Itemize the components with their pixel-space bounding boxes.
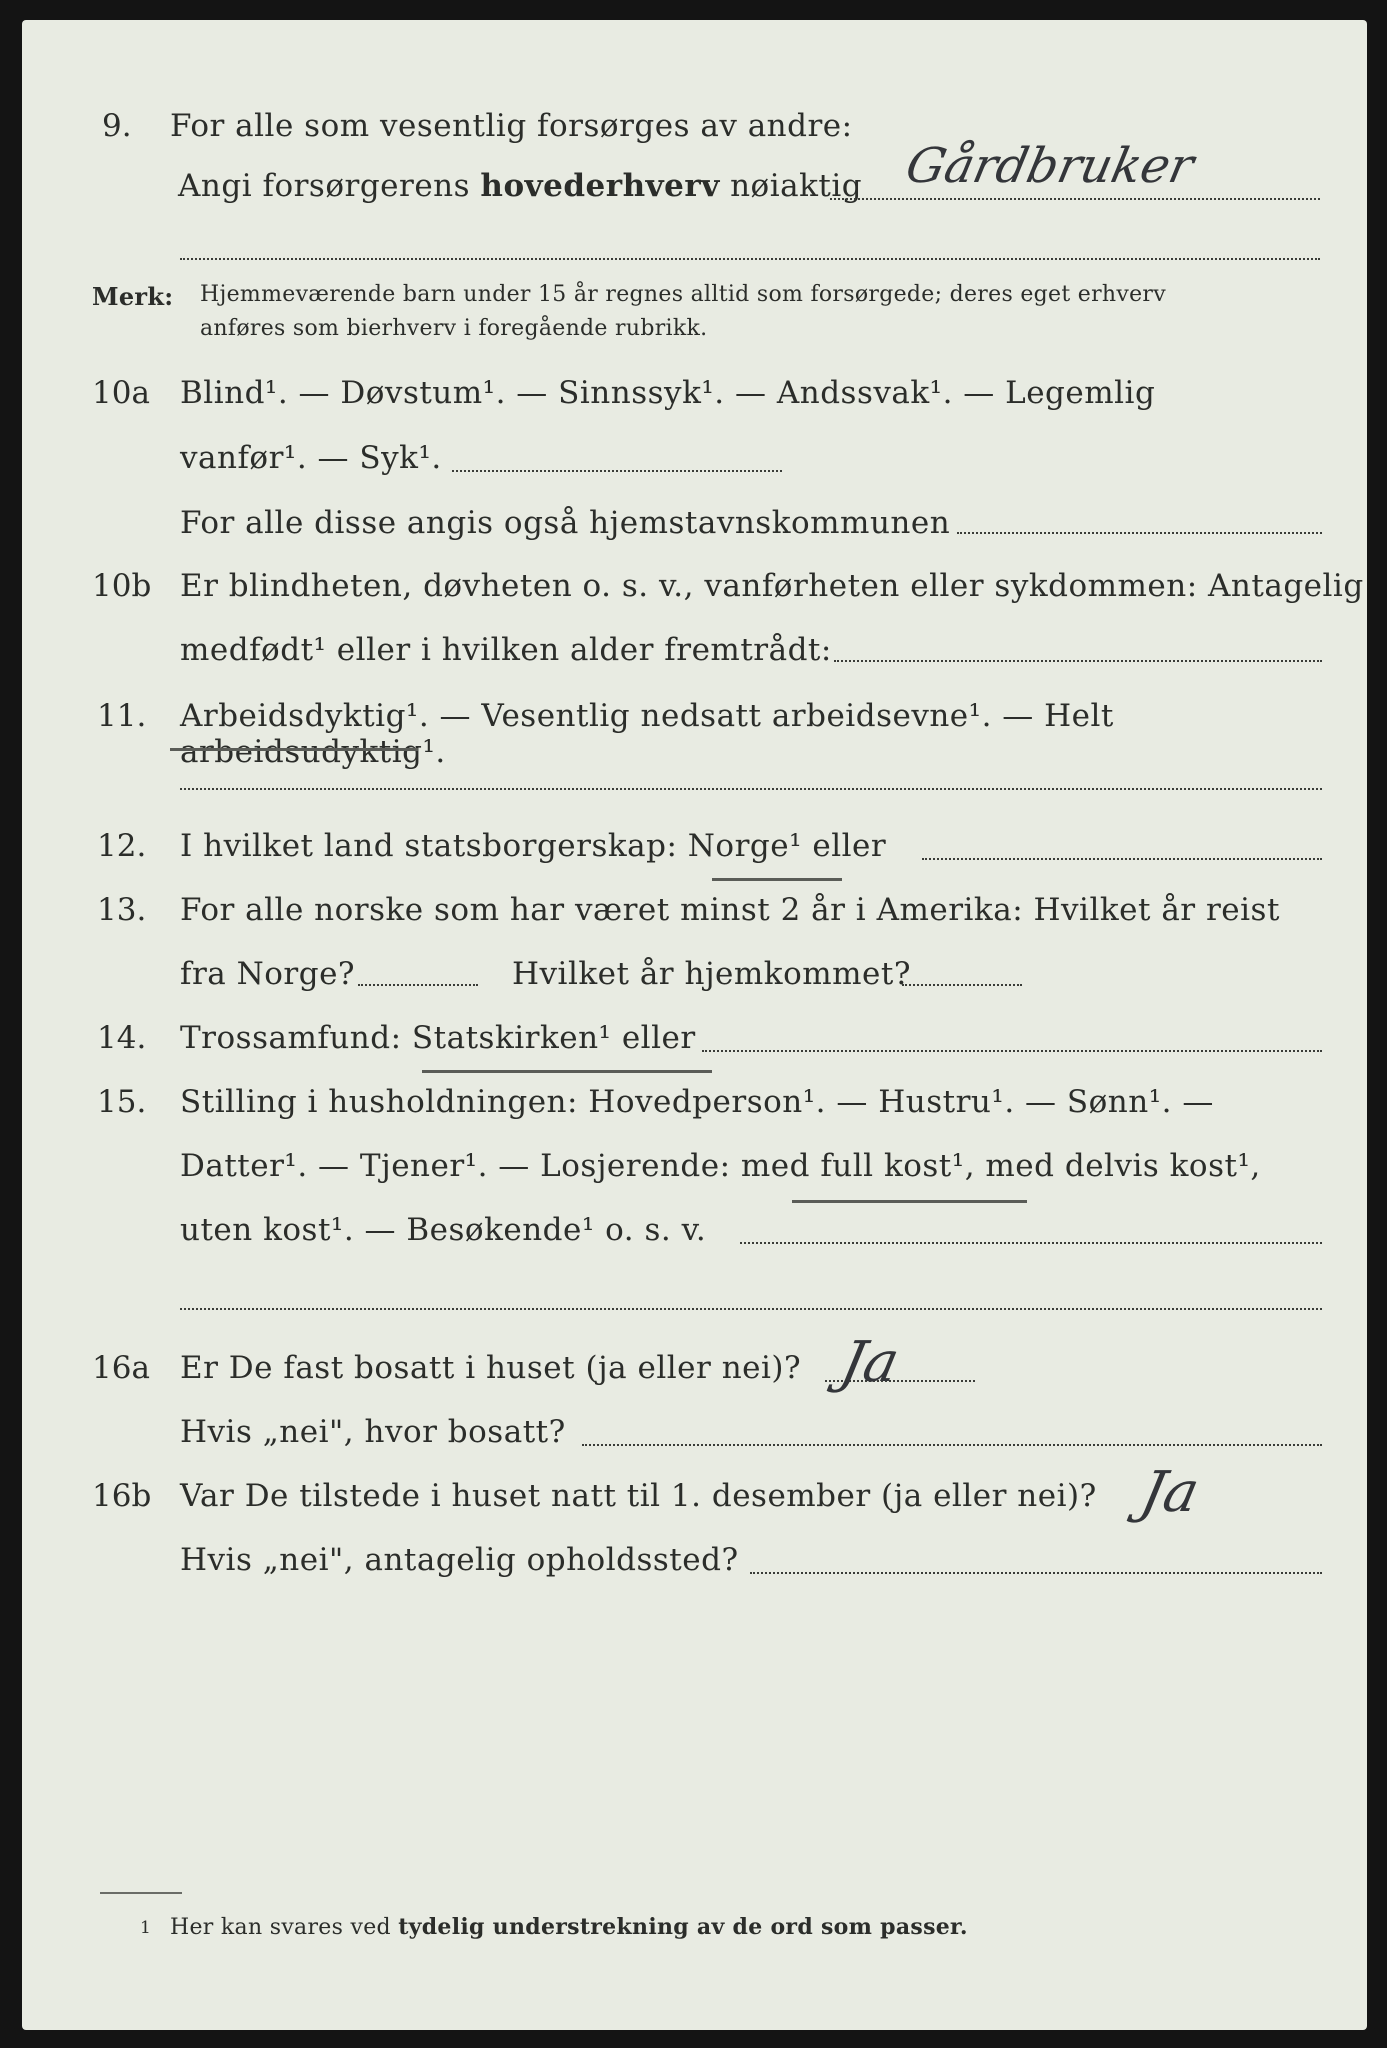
q10b-line2: medfødt¹ eller i hvilken alder fremtrådt: — [180, 632, 832, 668]
q15-line2: Datter¹. — Tjener¹. — Losjerende: med full kost¹, med delvis kost¹, — [180, 1148, 1261, 1184]
q11-number: 11. — [97, 698, 147, 734]
q10b-line1: Er blindheten, døvheten o. s. v., vanførheten eller sykdommen: Antagelig — [180, 568, 1364, 604]
q15-answer-line — [740, 1242, 1322, 1244]
q14-line1: Trossamfund: Statskirken¹ eller — [180, 1020, 696, 1056]
q10a-line3: For alle disse angis også hjemstavnskommunen — [180, 505, 951, 541]
q13-number: 13. — [97, 892, 147, 928]
q15-line3: uten kost¹. — Besøkende¹ o. s. v. — [180, 1212, 707, 1248]
q10b-answer-line — [834, 660, 1322, 662]
q10a-line1: Blind¹. — Døvstum¹. — Sinnssyk¹. — Andssvak¹. — Legemlig — [180, 375, 1156, 411]
q14-underline-statskirken — [422, 1070, 712, 1073]
q13-line1: For alle norske som har været minst 2 år i Amerika: Hvilket år reist — [180, 892, 1280, 928]
q15-line1: Stilling i husholdningen: Hovedperson¹. — Hustru¹. — Sønn¹. — — [180, 1084, 1214, 1120]
q10b-number: 10b — [92, 568, 152, 604]
q13-return-line — [902, 984, 1022, 986]
q11-underline-arbeidsdyktig — [170, 748, 418, 751]
q15-number: 15. — [97, 1084, 147, 1120]
footnote-rule — [100, 1892, 182, 1894]
q16b-handwritten-answer: Ja — [1135, 1460, 1205, 1525]
merk-line2: anføres som bierhverv i foregående rubrikk. — [200, 316, 708, 341]
q12-underline-norge — [712, 878, 842, 881]
q16b-line1: Var De tilstede i huset natt til 1. desember (ja eller nei)? — [180, 1478, 1097, 1514]
q16b-line2: Hvis „nei", antagelig opholdssted? — [180, 1542, 739, 1578]
q16a-handwritten-answer: Ja — [835, 1330, 905, 1395]
q9-extra-line — [180, 258, 1320, 260]
q16a-residence-line — [582, 1444, 1322, 1446]
q16b-number: 16b — [92, 1478, 152, 1514]
q9-handwritten-answer: Gårdbruker — [901, 138, 1199, 194]
q11-line1: Arbeidsdyktig¹. — Vesentlig nedsatt arbeidsevne¹. — Helt arbeidsudyktig¹. — [180, 698, 1114, 770]
q9-number: 9. — [102, 108, 132, 144]
q16a-number: 16a — [92, 1350, 150, 1386]
q14-number: 14. — [97, 1020, 147, 1056]
q12-number: 12. — [97, 828, 147, 864]
q9-occupation-prompt: Angi forsørgerens hovederhverv nøiaktig — [178, 168, 863, 204]
q14-answer-line — [702, 1050, 1322, 1052]
q10a-number: 10a — [92, 375, 150, 411]
q10a-line2: vanfør¹. — Syk¹. — [180, 440, 442, 476]
merk-label: Merk: — [92, 282, 174, 311]
q15-extra-line — [180, 1308, 1322, 1310]
q13-departure-line — [358, 984, 478, 986]
merk-line1: Hjemmeværende barn under 15 år regnes alltid som forsørgede; deres eget erhverv — [200, 282, 1166, 307]
q9-question: For alle som vesentlig forsørges av andre: — [170, 108, 853, 144]
q10a-sick-line — [452, 470, 782, 472]
q16a-line1: Er De fast bosatt i huset (ja eller nei)? — [180, 1350, 802, 1386]
q12-answer-line — [922, 858, 1322, 860]
q15-underline-full-kost — [792, 1200, 1027, 1203]
q11-extra-line — [180, 788, 1322, 790]
q12-line1: I hvilket land statsborgerskap: Norge¹ eller — [180, 828, 887, 864]
footnote-mark: 1 — [140, 1918, 152, 1938]
footnote-text: Her kan svares ved tydelig understrekning av de ord som passer. — [170, 1914, 968, 1940]
q13-line2b: Hvilket år hjemkommet? — [512, 956, 911, 992]
q13-line2a: fra Norge? — [180, 956, 356, 992]
q16a-line2: Hvis „nei", hvor bosatt? — [180, 1414, 566, 1450]
q10a-municipality-line — [957, 532, 1322, 534]
q9-answer-line — [830, 198, 1320, 200]
q16b-whereabouts-line — [750, 1572, 1322, 1574]
census-form-page — [22, 20, 1367, 2030]
